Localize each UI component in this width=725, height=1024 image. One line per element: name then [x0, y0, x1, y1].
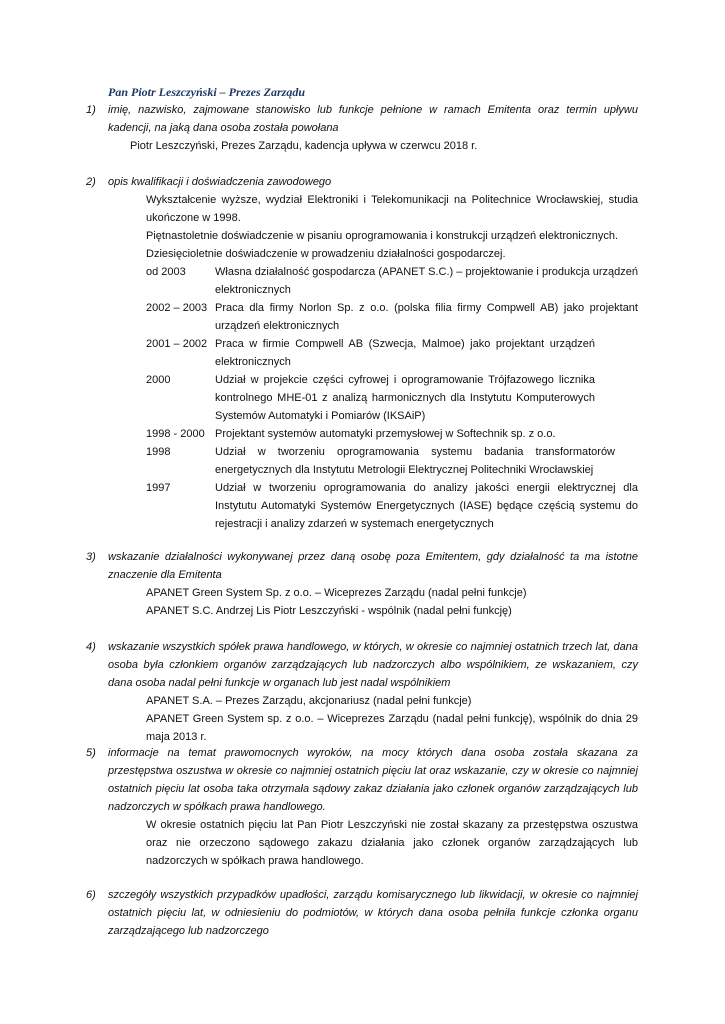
career-description: Udział w tworzeniu oprogramowania systemu badania transformatorów energetycznych dla Instytutu Metrologii Elektrycznej Politechniki Wrocławskiej [215, 446, 615, 476]
career-description: Własna działalność gospodarcza (APANET S.C.) – projektowanie i produkcja urządzeń elektronicznych [215, 266, 638, 296]
career-year: 2002 – 2003 [146, 302, 208, 314]
company-role-line: APANET Green System sp. z o.o. – Wiceprezes Zarządu (nadal pełni funkcję), wspólnik do dnia 29 maja 2013 r. [146, 713, 638, 743]
career-description: Udział w tworzeniu oprogramowania do analizy jakości energii elektrycznej dla Instytutu Automatyki Systemów Energetycznych (IASE) będące częścią systemu do rejestracji i analizy zdarzeń w systemach energetycznych [215, 482, 638, 530]
section-1-question: imię, nazwisko, zajmowane stanowisko lub funkcje pełnione w ramach Emitenta oraz termin upływu kadencji, na jaką dana osoba została powołana [108, 104, 638, 134]
page-title: Pan Piotr Leszczyński – Prezes Zarządu [108, 85, 306, 99]
career-description: Praca w firmie Compwell AB (Szwecja, Malmoe) jako projektant urządzeń elektronicznych [215, 338, 595, 368]
section-4-number: 4) [86, 641, 96, 653]
outside-activity-line: APANET Green System Sp. z o.o. – Wiceprezes Zarządu (nadal pełni funkcje) [146, 587, 527, 599]
career-year: 2000 [146, 374, 171, 386]
career-year: od 2003 [146, 266, 186, 278]
career-year: 1998 [146, 446, 171, 458]
company-role-line: APANET S.A. – Prezes Zarządu, akcjonariusz (nadal pełni funkcje) [146, 695, 472, 707]
section-2-question: opis kwalifikacji i doświadczenia zawodowego [108, 176, 332, 188]
career-description: Projektant systemów automatyki przemysłowej w Softechnik sp. z o.o. [215, 428, 556, 440]
section-5-question: informacje na temat prawomocnych wyroków, na mocy których dana osoba została skazana za przestępstwa oszustwa w okresie co najmniej ostatnich pięciu lat oraz wskazanie, czy w okresie co najmniej ostatnich pięciu lat osoba taka otrzymała sądowy zakaz działania jako członek organów zarządzających lub nadzorczych w spółkach prawa handlowego. [108, 747, 638, 813]
section-4-question: wskazanie wszystkich spółek prawa handlowego, w których, w okresie co najmniej ostatnich trzech lat, dana osoba była członkiem organów zarządzających lub nadzorczych albo wspólnikiem, ze wskazaniem, czy dana osoba nadal pełni funkcje w organach lub jest nadal wspólnikiem [108, 641, 638, 689]
business-paragraph: Dziesięcioletnie doświadczenie w prowadzeniu działalności gospodarczej. [146, 248, 506, 260]
section-3-question: wskazanie działalności wykonywanej przez daną osobę poza Emitentem, gdy działalność ta ma istotne znaczenie dla Emitenta [108, 551, 638, 581]
career-year: 2001 – 2002 [146, 338, 208, 350]
section-3-number: 3) [86, 551, 96, 563]
education-paragraph: Wykształcenie wyższe, wydział Elektroniki i Telekomunikacji na Politechnice Wrocławskiej, studia ukończone w 1998. [146, 194, 638, 224]
section-5-answer: W okresie ostatnich pięciu lat Pan Piotr Leszczyński nie został skazany za przestępstwa oszustwa oraz nie orzeczono sądowego zakazu działania jako członek organów zarządzających lub nadzorczych w spółkach prawa handlowego. [146, 819, 638, 867]
career-year: 1997 [146, 482, 171, 494]
section-1-answer: Piotr Leszczyński, Prezes Zarządu, kadencja upływa w czerwcu 2018 r. [130, 140, 478, 152]
experience-paragraph: Piętnastoletnie doświadczenie w pisaniu oprogramowania i konstrukcji urządzeń elektronicznych. [146, 230, 619, 242]
career-description: Praca dla firmy Norlon Sp. z o.o. (polska filia firmy Compwell AB) jako projektant urządzeń elektronicznych [215, 302, 638, 332]
section-6-number: 6) [86, 889, 96, 901]
section-5-number: 5) [86, 747, 96, 759]
section-1-number: 1) [86, 104, 96, 116]
career-year: 1998 - 2000 [146, 428, 205, 440]
career-description: Udział w projekcie części cyfrowej i oprogramowanie Trójfazowego licznika kontrolnego MHE-01 z analizą harmonicznych dla Instytutu Komputerowych Systemów Automatyki i Pomiarów (IKSAiP) [215, 374, 595, 422]
outside-activity-line: APANET S.C. Andrzej Lis Piotr Leszczyński - wspólnik (nadal pełni funkcję) [146, 605, 512, 617]
section-2-number: 2) [86, 176, 96, 188]
section-6-question: szczegóły wszystkich przypadków upadłości, zarządu komisarycznego lub likwidacji, w okresie co najmniej ostatnich pięciu lat, w odniesieniu do podmiotów, w których dana osoba pełniła funkcje członka organu zarządzającego lub nadzorczego [108, 889, 638, 937]
